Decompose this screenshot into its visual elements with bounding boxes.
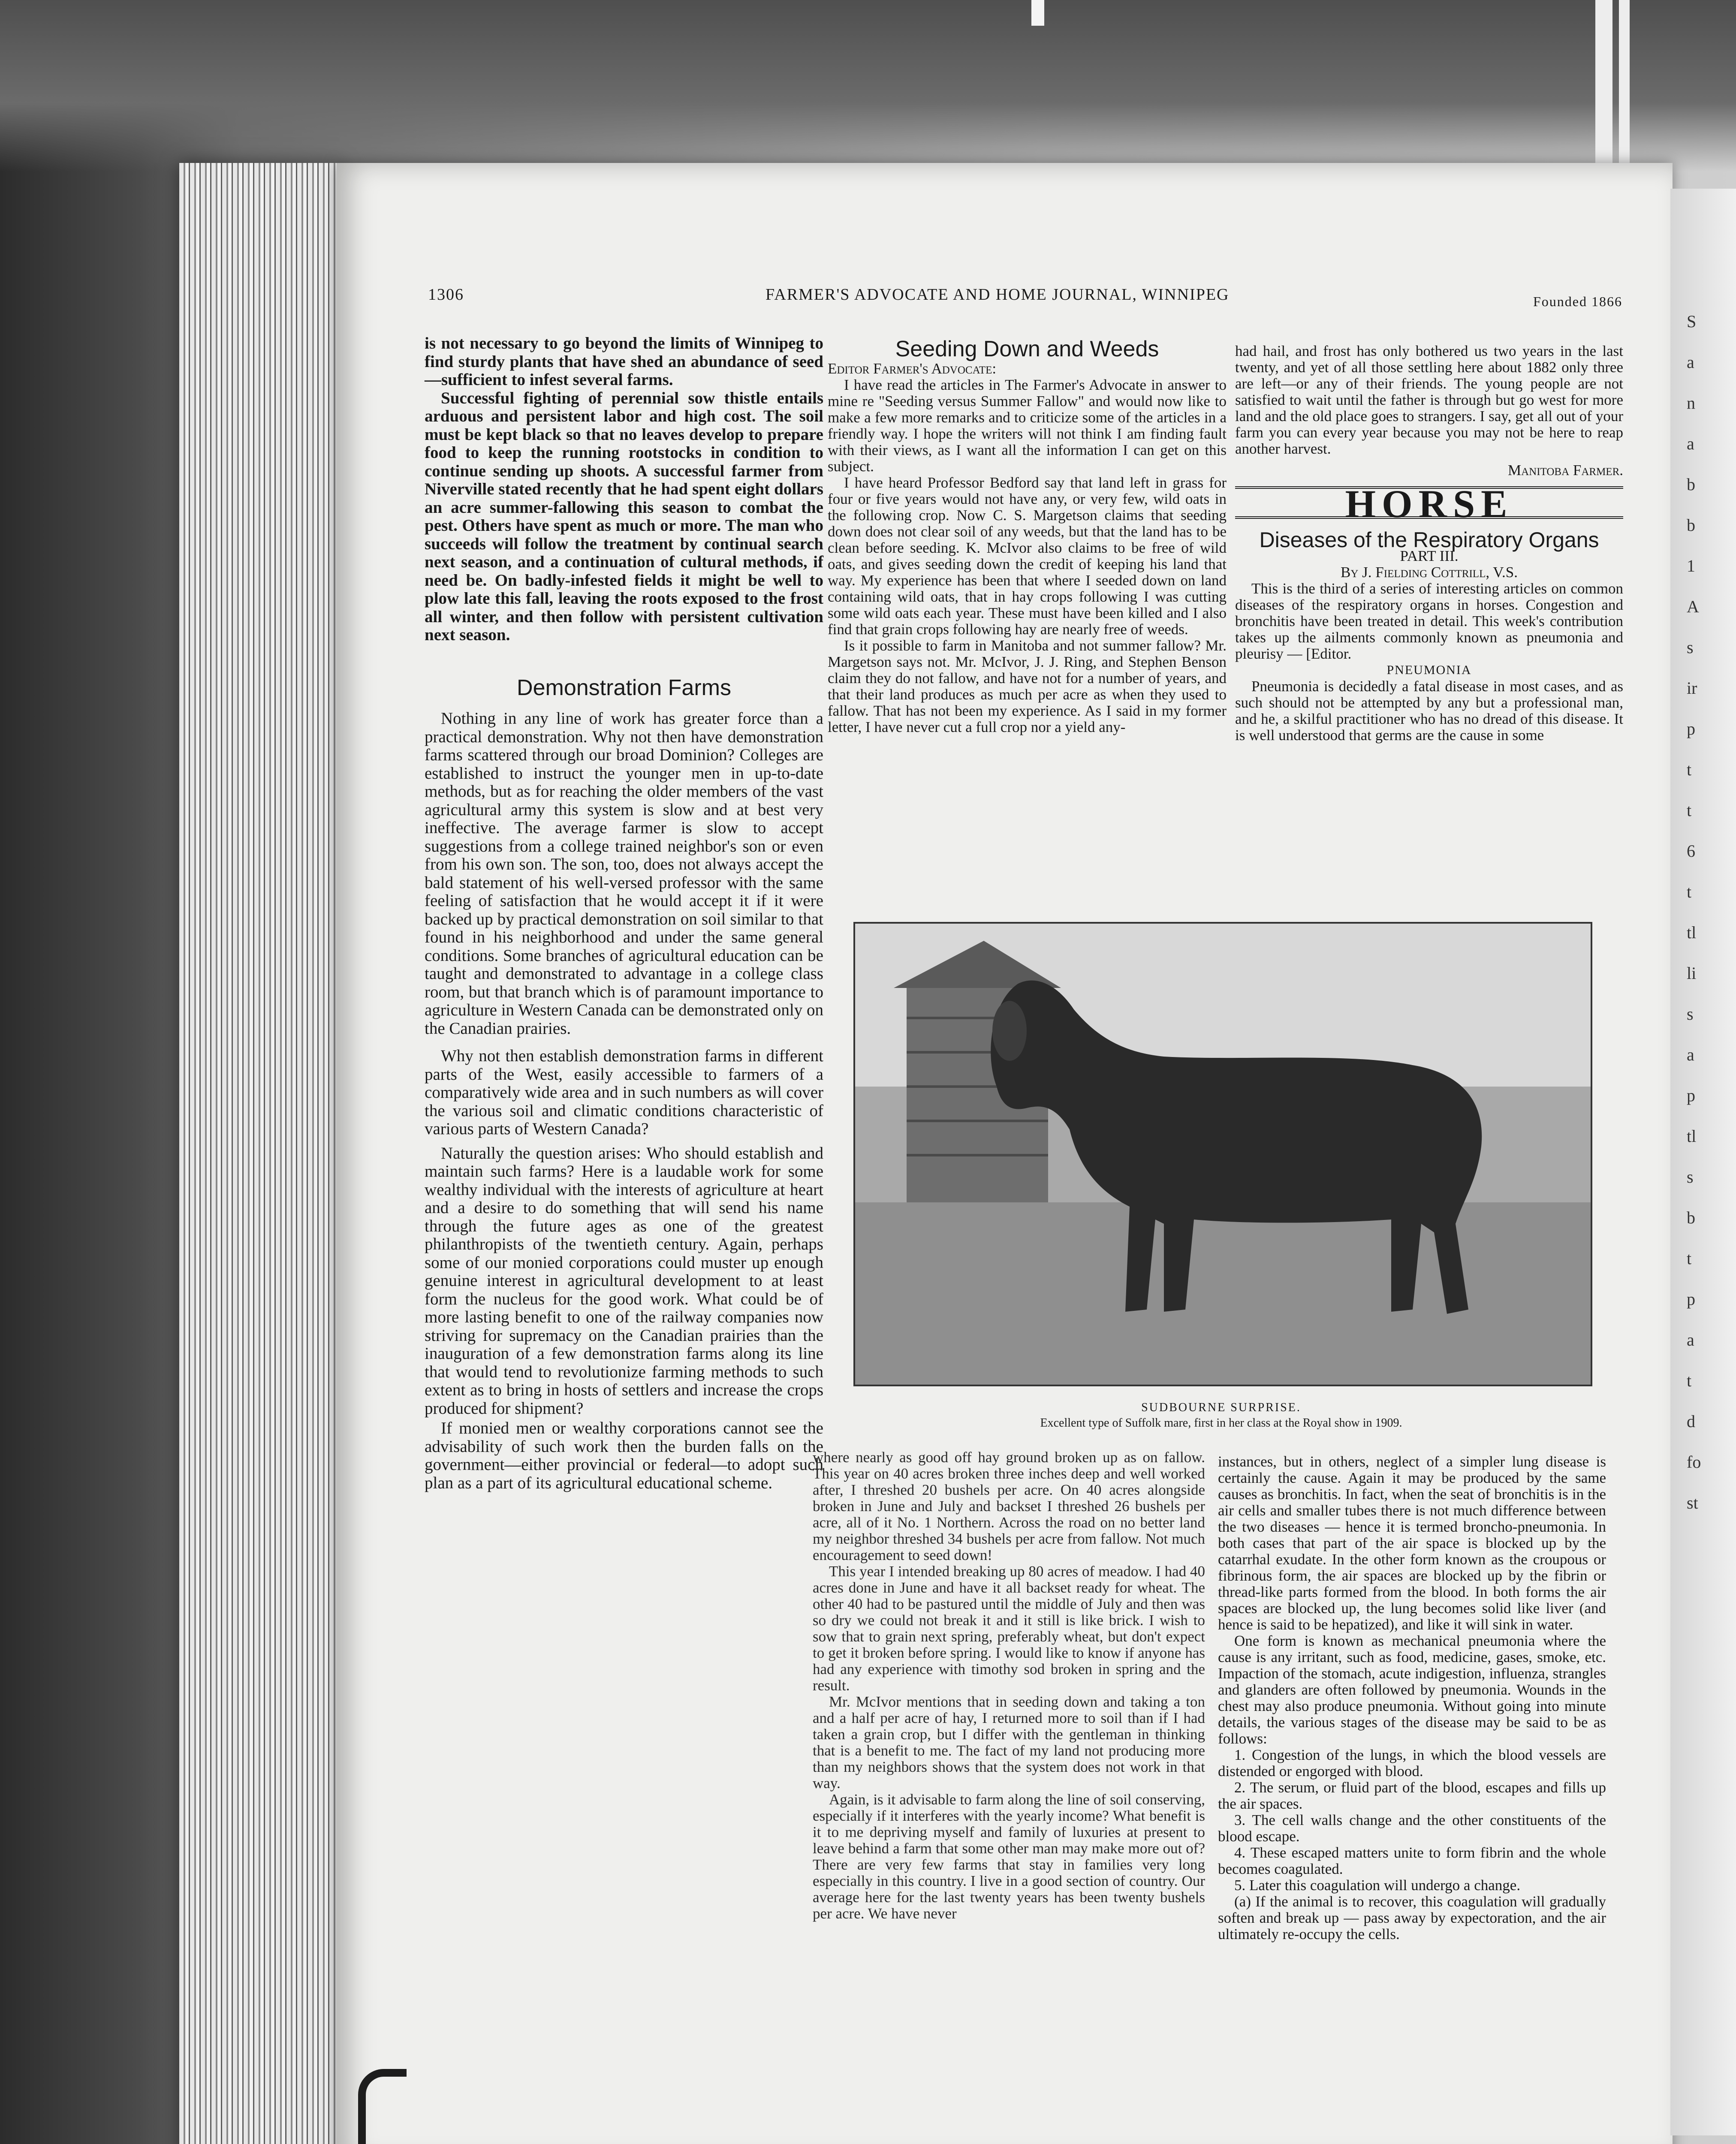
- part-label: PART III.: [1400, 548, 1459, 564]
- facing-page-fragment: ir: [1687, 678, 1697, 698]
- caption-text: Excellent type of Suffolk mare, first in her class at the Royal show in 1909.: [1040, 1416, 1402, 1430]
- paragraph: Mr. McIvor mentions that in seeding down and taking a ton and a half per acre of hay, I returned more to soil than if I had taken a grain crop, but I differ with the gentleman in thinking that is a benefit to me. The fact of my land not producing more than my neighbors shows that the system does not work in that way.: [813, 1693, 1205, 1792]
- facing-page-fragment: 6: [1687, 841, 1695, 861]
- paragraph: is not necessary to go beyond the limits of Winnipeg to find sturdy plants that have shed an abundance of seed—sufficient to infest several farms.: [425, 334, 823, 389]
- facing-page-fragment: a: [1687, 1045, 1694, 1064]
- binder-clip: [358, 2069, 407, 2144]
- signature: Manitoba Farmer.: [1507, 462, 1623, 479]
- facing-page-edge: [1670, 189, 1736, 2135]
- facing-page-fragment: s: [1687, 1004, 1694, 1024]
- paragraph: One form is known as mechanical pneumonia where the cause is any irritant, such as food, medicine, gases, smoke, etc. Impaction of the stomach, acute indigestion, influenza, strangles and glanders are often followed by pneumonia. Wounds in the chest may also produce pneumonia. Without going into minute details, the various stages of the disease may be said to be as follows:: [1218, 1632, 1606, 1747]
- paragraph: If monied men or wealthy corporations cannot see the advisability of such work then the burden falls on the government—either provincial or federal—to adopt such plan as a part of its agricultural educational scheme.: [425, 1419, 823, 1492]
- facing-page-fragment: a: [1687, 1330, 1694, 1349]
- journal-title: FARMER'S ADVOCATE AND HOME JOURNAL, WINNIPEG: [766, 286, 1230, 304]
- paragraph: Naturally the question arises: Who should establish and maintain such farms? Here is a laudable work for some wealthy individual with the interests of agriculture at heart and a desire to do something that will send his name through the future ages as one of the greatest philanthropists of the twentieth century. Again, perhaps some of our monied corporations could muster up enough genuine interest in agricultural development to at least form the nucleus for the good work. What could be of more lasting benefit to one of the railway companies now striving for supremacy on the Canadian prairies than the inauguration of a few demonstration farms along its line that would tend to revolutionize farming methods to such extent as to bring in hosts of settlers and increase the crops produced for shipment?: [425, 1144, 823, 1418]
- paragraph: 3. The cell walls change and the other constituents of the blood escape.: [1218, 1812, 1606, 1845]
- facing-page-fragment: t: [1687, 1249, 1692, 1268]
- page-stack-edges: [179, 163, 340, 2144]
- facing-page-fragment: a: [1687, 352, 1694, 372]
- paragraph: instances, but in others, neglect of a simpler lung disease is certainly the cause. Again it may be produced by the same causes as bronchitis. In fact, when the seat of bronchitis is in the air cells and smaller tubes there is not much difference between the two diseases — hence it is termed broncho-pneumonia. In both cases that part of the air space is blocked up by the catarrhal exudate. In the other form known as the croupous or fibrinous form, the air spaces are blocked up by the fibrin or thread-like parts formed from the blood. In both forms the air spaces are blocked up, the lung becomes solid like liver (and hence is said to be hepatized), and like it will sink in water.: [1218, 1453, 1606, 1633]
- facing-page-fragment: p: [1687, 1289, 1695, 1309]
- paragraph: 1. Congestion of the lungs, in which the blood vessels are distended or engorged with blood.: [1218, 1747, 1606, 1780]
- subhead: PNEUMONIA: [1386, 663, 1472, 677]
- facing-page-fragment: t: [1687, 1371, 1692, 1390]
- article-title: Diseases of the Respiratory Organs: [1259, 528, 1599, 552]
- facing-page-fragment: t: [1687, 882, 1692, 901]
- facing-page-fragment: d: [1687, 1412, 1695, 1431]
- page-number: 1306: [428, 286, 464, 304]
- paragraph: Nothing in any line of work has greater force than a practical demonstration. Why not then have demonstration farms scattered through our broad Dominion? Colleges are established to instruct the younger men in up-to-date methods, but as for reaching the older members of the vast agricultural army this system is slow and at best very ineffective. The average farmer is slow to accept suggestions from a college trained neighbor's son or even from his own son. The son, too, does not always accept the bald statement of his well-versed professor with the same feeling of satisfaction that he would accept it if it were backed up by practical demonstration on soil similar to that found in his neighborhood and under the same general conditions. Some branches of agricultural education can be taught and demonstrated to advantage in a college class room, but that branch which is of paramount importance to agriculture in Western Canada can be demonstrated only on the Canadian prairies.: [425, 709, 823, 1038]
- facing-page-fragment: n: [1687, 393, 1695, 413]
- paragraph: (a) If the animal is to recover, this coagulation will gradually soften and break up — pass away by expectoration, and the air ultimately re-occupy the cells.: [1218, 1893, 1606, 1942]
- horse-image: [855, 924, 1591, 1385]
- column-1: [425, 334, 823, 1492]
- paragraph: had hail, and frost has only bothered us two years in the last twenty, and yet of all those settling here about 1882 only three are left—or any of their friends. The young people are not satisfied to wait until the father is through but go west for more land and the old place goes to strangers. I say, get all out of your farm you can every year because you may not be here to reap another harvest.: [1235, 343, 1623, 457]
- facing-page-fragment: li: [1687, 964, 1697, 983]
- paragraph: Again, is it advisable to farm along the line of soil conserving, especially if it interferes with the yearly income? What benefit is it to me depriving myself and family of luxuries at present to leave behind a farm that some other man may make more out of? There are very few farms that stay in families very long especially in this country. I live in a good section of country. Our average here for the last twenty years has been twenty bushels per acre. We have never: [813, 1791, 1205, 1922]
- horse-photo: [853, 922, 1592, 1386]
- column-2-lower: [813, 1449, 1205, 1922]
- byline: By J. Fielding Cottrill, V.S.: [1341, 564, 1518, 581]
- paragraph: I have heard Professor Bedford say that land left in grass for four or five years would not have any, or very few, wild oats in the following crop. Now C. S. Margetson claims that seeding down does not clear soil of any weeds, but that the land has to be clean before seeding. K. McIvor also claims to be free of wild oats, and gives seeding down the credit of keeping his land that way. My experience has been that where I seeded down on land containing wild oats, that in hay crops following I was cutting some wild oats each year. These must have been killed and I also find that grain crops following hay are nearly free of weeds.: [828, 474, 1227, 638]
- facing-page-fragment: t: [1687, 801, 1692, 820]
- salutation: Editor Farmer's Advocate:: [828, 360, 997, 377]
- facing-page-fragment: b: [1687, 475, 1695, 494]
- facing-page-fragment: b: [1687, 515, 1695, 535]
- founded-label: Founded 1866: [1533, 294, 1622, 309]
- paragraph: This year I intended breaking up 80 acres of meadow. I had 40 acres done in June and have it all backset ready for wheat. The other 40 had to be pastured until the middle of July and then was so dry we could not break it and it still is like brick. I wish to sow that to grain next spring, preferably wheat, but don't expect to get it broken before spring. I would like to know if anyone has had any experience with timothy sod broken in spring and the result.: [813, 1563, 1205, 1694]
- photo-caption: [853, 1400, 1589, 1431]
- facing-page-fragment: st: [1687, 1493, 1698, 1512]
- facing-page-fragment: p: [1687, 1086, 1695, 1105]
- paragraph: Is it possible to farm in Manitoba and not summer fallow? Mr. Margetson says not. Mr. McIvor, J. J. Ring, and Stephen Benson claim they do not fallow, and have not for a number of years, and that their land produces as much per acre as when they used to fallow. That has not been my experience. As I said in my former letter, I have never cut a full crop nor a yield any-: [828, 637, 1227, 735]
- facing-page-fragment: tl: [1687, 1126, 1697, 1146]
- facing-page-fragment: 1: [1687, 556, 1695, 575]
- column-2-upper: [828, 337, 1227, 735]
- facing-page-fragment: S: [1687, 312, 1697, 331]
- paragraph: 5. Later this coagulation will undergo a change.: [1234, 1877, 1521, 1894]
- facing-page-fragment: tl: [1687, 923, 1697, 942]
- paragraph: 2. The serum, or fluid part of the blood, escapes and fills up the air spaces.: [1218, 1779, 1606, 1812]
- paragraph: Why not then establish demonstration farms in different parts of the West, easily accessible to farmers of a comparatively wide area and in such numbers as will cover the various soil and climatic conditions characteristic of various parts of Western Canada?: [425, 1047, 823, 1138]
- facing-page-fragment: a: [1687, 434, 1694, 453]
- paragraph: Pneumonia is decidedly a fatal disease in most cases, and as such should not be attempted by any but a professional man, and he, a skilful practitioner who has no dread of this disease. It is well understood that germs are the cause in some: [1235, 678, 1623, 744]
- section-banner: HORSE: [1235, 486, 1623, 519]
- facing-page-fragment: fo: [1687, 1452, 1701, 1472]
- facing-page-fragment: s: [1687, 638, 1694, 657]
- article-title: Seeding Down and Weeds: [895, 337, 1159, 361]
- facing-page-fragment: A: [1687, 597, 1699, 616]
- paragraph: Successful fighting of perennial sow thistle entails arduous and persistent labor and high cost. The soil must be kept black so that no leaves develop to prepare food to keep the running rootstocks in condition to continue sending up shoots. A successful farmer from Niverville stated recently that he had spent eight dollars an acre summer-fallowing this season to combat the pest. Others have spent as much or more. The man who succeeds will follow the treatment by continual search next season, and a continuation of cultural methods, if need be. On badly-infested fields it might be well to plow late this fall, leaving the roots exposed to the frost all winter, and then follow with persistent cultivation next season.: [425, 388, 823, 644]
- caption-title: SUDBOURNE SURPRISE.: [1141, 1401, 1301, 1414]
- section-title: Demonstration Farms: [517, 675, 731, 700]
- paragraph: 4. These escaped matters unite to form fibrin and the whole becomes coagulated.: [1218, 1844, 1606, 1877]
- paragraph: where nearly as good off hay ground broken up as on fallow. This year on 40 acres broken three inches deep and well worked after, I threshed 20 bushels per acre. On 40 acres alongside broken in June and July and backset I threshed 26 bushels per acre, all of it No. 1 Northern. Across the road on no better land my neighbor threshed 34 bushels per acre from fallow. Not much encouragement to seed down!: [813, 1449, 1205, 1563]
- top-shadow: [0, 0, 1736, 172]
- facing-page-fragment: p: [1687, 719, 1695, 738]
- column-3-upper: [1235, 343, 1623, 744]
- facing-page-fragment: t: [1687, 760, 1692, 779]
- top-strip: [1031, 0, 1044, 26]
- facing-page-fragment: s: [1687, 1167, 1694, 1186]
- intro: This is the third of a series of interesting articles on common diseases of the respiratory organs in horses. Congestion and bronchitis have been treated in detail. This week's contribution takes up the ailments commonly known as pneumonia and pleurisy — [Editor.: [1235, 580, 1623, 662]
- column-3-lower: [1218, 1454, 1606, 1942]
- facing-page-fragment: b: [1687, 1208, 1695, 1227]
- paragraph: I have read the articles in The Farmer's Advocate in answer to mine re "Seeding versus Summer Fallow" and would now like to make a few more remarks and to criticize some of the articles in a friendly way. I hope the writers will not think I am finding fault with their views, as I want all the information I can get on this subject.: [828, 376, 1227, 475]
